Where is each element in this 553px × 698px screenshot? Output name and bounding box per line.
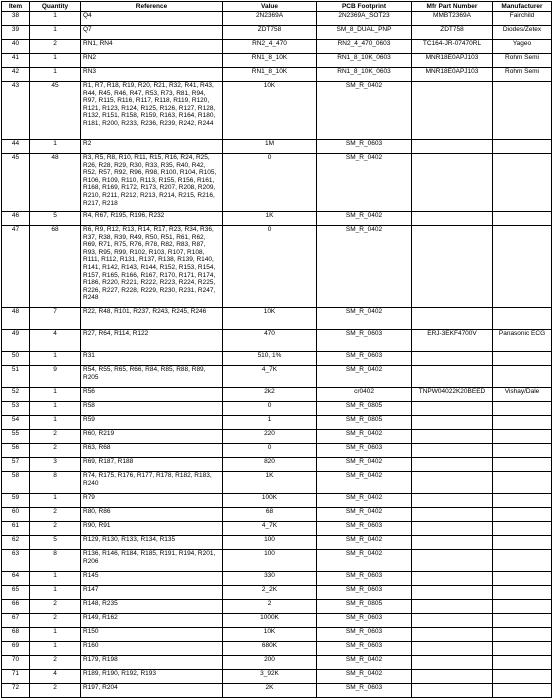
cell-pcb-footprint: SM_R_0402	[317, 670, 412, 684]
cell-quantity: 3	[30, 458, 81, 472]
cell-reference: R69, R187, R188	[81, 458, 223, 472]
cell-quantity: 8	[30, 550, 81, 572]
cell-mfr-part-number	[412, 402, 493, 416]
cell-quantity: 1	[30, 402, 81, 416]
cell-manufacturer	[493, 226, 552, 308]
table-row	[2, 388, 552, 402]
cell-pcb-footprint: SM_R_0402	[317, 212, 412, 226]
cell-value: RN1_8_10K	[223, 68, 317, 82]
cell-pcb-footprint: SM_R_0603	[317, 352, 412, 366]
table-row	[2, 600, 552, 614]
cell-manufacturer: Fairchild	[493, 12, 552, 26]
cell-mfr-part-number	[412, 212, 493, 226]
cell-value: 4_7K	[223, 366, 317, 388]
cell-manufacturer	[493, 458, 552, 472]
cell-item: 64	[2, 572, 30, 586]
cell-pcb-footprint: SM_R_0603	[317, 330, 412, 352]
cell-value: 1M	[223, 140, 317, 154]
cell-pcb-footprint: SM_R_0402	[317, 430, 412, 444]
cell-quantity: 1	[30, 628, 81, 642]
table-row	[2, 226, 552, 308]
cell-value: 2k2	[223, 388, 317, 402]
cell-item: 41	[2, 54, 30, 68]
cell-manufacturer	[493, 352, 552, 366]
table-row	[2, 536, 552, 550]
cell-item: 39	[2, 26, 30, 40]
cell-mfr-part-number: MNR18E0APJ103	[412, 68, 493, 82]
cell-value: 820	[223, 458, 317, 472]
cell-value: 1K	[223, 472, 317, 494]
cell-manufacturer: Panasonic ECG	[493, 330, 552, 352]
cell-value: 10K	[223, 308, 317, 330]
cell-manufacturer	[493, 494, 552, 508]
cell-value: 100	[223, 536, 317, 550]
cell-pcb-footprint: SM_R_0603	[317, 444, 412, 458]
cell-pcb-footprint: SM_R_0402	[317, 82, 412, 140]
cell-pcb-footprint: SM_8_DUAL_PNP	[317, 26, 412, 40]
cell-quantity: 1	[30, 140, 81, 154]
cell-mfr-part-number	[412, 154, 493, 212]
cell-reference: R58	[81, 402, 223, 416]
table-row	[2, 330, 552, 352]
cell-pcb-footprint: SM_R_0603	[317, 642, 412, 656]
cell-pcb-footprint: SM_R_0805	[317, 402, 412, 416]
cell-manufacturer	[493, 614, 552, 628]
cell-reference: R150	[81, 628, 223, 642]
cell-value: 2	[223, 600, 317, 614]
cell-reference: R149, R162	[81, 614, 223, 628]
cell-mfr-part-number	[412, 684, 493, 698]
cell-pcb-footprint: SM_R_0402	[317, 550, 412, 572]
cell-mfr-part-number	[412, 494, 493, 508]
table-row	[2, 444, 552, 458]
cell-mfr-part-number	[412, 536, 493, 550]
cell-item: 65	[2, 586, 30, 600]
table-row	[2, 140, 552, 154]
table-row	[2, 40, 552, 54]
cell-quantity: 5	[30, 536, 81, 550]
col-header-reference: Reference	[81, 2, 223, 12]
table-row	[2, 684, 552, 698]
cell-reference: R145	[81, 572, 223, 586]
cell-quantity: 2	[30, 614, 81, 628]
cell-pcb-footprint: SM_R_0603	[317, 586, 412, 600]
cell-mfr-part-number	[412, 308, 493, 330]
cell-manufacturer	[493, 642, 552, 656]
cell-pcb-footprint: SM_R_0805	[317, 600, 412, 614]
cell-value: 2K	[223, 684, 317, 698]
cell-value: 510, 1%	[223, 352, 317, 366]
cell-value: 10K	[223, 628, 317, 642]
cell-quantity: 1	[30, 642, 81, 656]
cell-manufacturer	[493, 154, 552, 212]
table-row	[2, 68, 552, 82]
cell-manufacturer	[493, 508, 552, 522]
cell-pcb-footprint: SM_R_0603	[317, 684, 412, 698]
cell-manufacturer	[493, 402, 552, 416]
cell-manufacturer	[493, 472, 552, 494]
cell-mfr-part-number	[412, 600, 493, 614]
cell-value: 3_92K	[223, 670, 317, 684]
cell-quantity: 2	[30, 684, 81, 698]
cell-value: 100K	[223, 494, 317, 508]
cell-pcb-footprint: SM_R_0402	[317, 458, 412, 472]
cell-reference: R54, R55, R65, R66, R84, R85, R88, R89, R205	[81, 366, 223, 388]
cell-manufacturer	[493, 684, 552, 698]
cell-value: 0	[223, 226, 317, 308]
cell-manufacturer	[493, 628, 552, 642]
cell-manufacturer	[493, 366, 552, 388]
cell-quantity: 1	[30, 586, 81, 600]
cell-reference: R189, R190, R192, R193	[81, 670, 223, 684]
cell-value: 4_7K	[223, 522, 317, 536]
cell-reference: R56	[81, 388, 223, 402]
cell-quantity: 2	[30, 522, 81, 536]
cell-reference: R31	[81, 352, 223, 366]
cell-manufacturer	[493, 212, 552, 226]
cell-value: 100	[223, 550, 317, 572]
table-row	[2, 550, 552, 572]
cell-pcb-footprint: SM_R_0402	[317, 308, 412, 330]
cell-item: 70	[2, 656, 30, 670]
cell-mfr-part-number	[412, 550, 493, 572]
cell-value: 0	[223, 402, 317, 416]
cell-item: 72	[2, 684, 30, 698]
col-header-quantity: Quantity	[30, 2, 81, 12]
cell-quantity: 68	[30, 226, 81, 308]
cell-quantity: 8	[30, 472, 81, 494]
cell-reference: R63, R68	[81, 444, 223, 458]
cell-manufacturer	[493, 600, 552, 614]
cell-quantity: 7	[30, 308, 81, 330]
table-row	[2, 416, 552, 430]
table-row	[2, 54, 552, 68]
cell-item: 40	[2, 40, 30, 54]
cell-pcb-footprint: SM_R_0402	[317, 226, 412, 308]
cell-mfr-part-number	[412, 628, 493, 642]
header-row	[2, 2, 552, 12]
cell-manufacturer	[493, 430, 552, 444]
cell-mfr-part-number: TNPW04022K20BEED	[412, 388, 493, 402]
cell-mfr-part-number	[412, 522, 493, 536]
table-row	[2, 628, 552, 642]
table-row	[2, 614, 552, 628]
cell-mfr-part-number	[412, 586, 493, 600]
cell-quantity: 1	[30, 26, 81, 40]
cell-pcb-footprint: SM_R_0402	[317, 472, 412, 494]
table-row	[2, 212, 552, 226]
cell-manufacturer	[493, 308, 552, 330]
cell-reference: R90, R91	[81, 522, 223, 536]
table-row	[2, 522, 552, 536]
cell-value: 330	[223, 572, 317, 586]
cell-value: 1000K	[223, 614, 317, 628]
cell-quantity: 2	[30, 656, 81, 670]
cell-pcb-footprint: cr0402	[317, 388, 412, 402]
cell-pcb-footprint: SM_R_0402	[317, 536, 412, 550]
cell-value: 220	[223, 430, 317, 444]
cell-reference: RN1, RN4	[81, 40, 223, 54]
cell-pcb-footprint: SM_R_0402	[317, 366, 412, 388]
cell-item: 69	[2, 642, 30, 656]
cell-quantity: 1	[30, 494, 81, 508]
cell-item: 54	[2, 416, 30, 430]
cell-quantity: 45	[30, 82, 81, 140]
cell-pcb-footprint: SM_R_0603	[317, 572, 412, 586]
table-row	[2, 642, 552, 656]
cell-mfr-part-number	[412, 430, 493, 444]
cell-item: 44	[2, 140, 30, 154]
cell-value: 68	[223, 508, 317, 522]
cell-value: 0	[223, 154, 317, 212]
cell-mfr-part-number	[412, 642, 493, 656]
cell-reference: R74, R175, R176, R177, R178, R182, R183, R240	[81, 472, 223, 494]
cell-value: 10K	[223, 82, 317, 140]
cell-pcb-footprint: RN1_8_10K_0603	[317, 68, 412, 82]
table-row	[2, 402, 552, 416]
table-row	[2, 656, 552, 670]
cell-mfr-part-number	[412, 458, 493, 472]
cell-item: 45	[2, 154, 30, 212]
cell-item: 48	[2, 308, 30, 330]
cell-pcb-footprint: SM_R_0805	[317, 416, 412, 430]
cell-mfr-part-number: MNR18E0APJ103	[412, 54, 493, 68]
cell-reference: R136, R146, R184, R185, R191, R194, R201, R206	[81, 550, 223, 572]
cell-quantity: 1	[30, 416, 81, 430]
cell-reference: R6, R9, R12, R13, R14, R17, R23, R34, R36, R37, R38, R39, R49, R50, R51, R61, R62, R69, R71, R75, R76, R78, R82, R83, R87, R93, R95, R99, R102, R103, R107, R108, R111, R112, R131, R137, R138, R139, R140, R141, R142, R143, R144, R152, R153, R154, R157, R165, R166, R167, R170, R171, R174, R186, R220, R221, R222, R223, R224, R225, R226, R227, R228, R229, R230, R231, R247, R248	[81, 226, 223, 308]
cell-mfr-part-number: MMBT2369A	[412, 12, 493, 26]
table-row	[2, 154, 552, 212]
cell-mfr-part-number	[412, 226, 493, 308]
cell-manufacturer	[493, 550, 552, 572]
cell-item: 59	[2, 494, 30, 508]
cell-value: 680K	[223, 642, 317, 656]
cell-mfr-part-number	[412, 670, 493, 684]
cell-manufacturer: Yageo	[493, 40, 552, 54]
bom-body	[2, 12, 552, 698]
col-header-item: Item	[2, 2, 30, 12]
cell-item: 47	[2, 226, 30, 308]
cell-pcb-footprint: SM_R_0402	[317, 154, 412, 212]
cell-mfr-part-number	[412, 572, 493, 586]
cell-mfr-part-number	[412, 656, 493, 670]
cell-reference: R1, R7, R18, R19, R20, R21, R32, R41, R43, R44, R45, R46, R47, R53, R73, R81, R94, R97, R115, R116, R117, R118, R119, R120, R121, R123, R124, R125, R126, R127, R128, R132, R151, R158, R159, R163, R164, R180, R181, R200, R233, R236, R239, R242, R244	[81, 82, 223, 140]
cell-reference: R80, R86	[81, 508, 223, 522]
cell-item: 61	[2, 522, 30, 536]
col-header-pcb-footprint: PCB Footprint	[317, 2, 412, 12]
cell-item: 50	[2, 352, 30, 366]
cell-manufacturer	[493, 522, 552, 536]
cell-reference: R59	[81, 416, 223, 430]
cell-reference: RN3	[81, 68, 223, 82]
cell-reference: R3, R5, R8, R10, R11, R15, R16, R24, R25, R26, R28, R29, R30, R33, R35, R40, R42, R52, R57, R92, R96, R98, R100, R104, R105, R106, R109, R110, R113, R155, R156, R161, R168, R169, R172, R173, R207, R208, R209, R210, R211, R212, R213, R214, R215, R216, R217, R218	[81, 154, 223, 212]
cell-value: 1	[223, 416, 317, 430]
cell-pcb-footprint: SM_R_0603	[317, 614, 412, 628]
cell-manufacturer: Diodes/Zetex	[493, 26, 552, 40]
cell-value: ZDT758	[223, 26, 317, 40]
cell-quantity: 2	[30, 430, 81, 444]
cell-manufacturer	[493, 82, 552, 140]
cell-quantity: 4	[30, 670, 81, 684]
cell-quantity: 2	[30, 508, 81, 522]
cell-manufacturer	[493, 444, 552, 458]
cell-item: 62	[2, 536, 30, 550]
table-row	[2, 586, 552, 600]
cell-mfr-part-number: TC164-JR-07470RL	[412, 40, 493, 54]
cell-quantity: 1	[30, 12, 81, 26]
cell-mfr-part-number	[412, 140, 493, 154]
cell-reference: R197, R204	[81, 684, 223, 698]
cell-quantity: 5	[30, 212, 81, 226]
cell-item: 55	[2, 430, 30, 444]
table-row	[2, 494, 552, 508]
cell-reference: RN2	[81, 54, 223, 68]
cell-mfr-part-number	[412, 352, 493, 366]
col-header-manufacturer: Manufacturer	[493, 2, 552, 12]
cell-pcb-footprint: SM_R_0402	[317, 508, 412, 522]
cell-quantity: 1	[30, 388, 81, 402]
cell-value: RN2_4_470	[223, 40, 317, 54]
cell-mfr-part-number	[412, 366, 493, 388]
cell-item: 71	[2, 670, 30, 684]
table-row	[2, 12, 552, 26]
cell-item: 66	[2, 600, 30, 614]
cell-value: 2_2K	[223, 586, 317, 600]
cell-quantity: 2	[30, 600, 81, 614]
cell-value: 200	[223, 656, 317, 670]
cell-item: 52	[2, 388, 30, 402]
cell-quantity: 2	[30, 444, 81, 458]
cell-reference: R22, R48, R101, R237, R243, R245, R246	[81, 308, 223, 330]
cell-reference: R4, R67, R195, R196, R232	[81, 212, 223, 226]
col-header-mfr-part-number: Mfr Part Number	[412, 2, 493, 12]
cell-quantity: 9	[30, 366, 81, 388]
cell-item: 51	[2, 366, 30, 388]
col-header-value: Value	[223, 2, 317, 12]
table-row	[2, 430, 552, 444]
cell-item: 63	[2, 550, 30, 572]
cell-reference: R148, R235	[81, 600, 223, 614]
cell-quantity: 1	[30, 572, 81, 586]
cell-pcb-footprint: 2N2369A_SOT23	[317, 12, 412, 26]
cell-mfr-part-number	[412, 472, 493, 494]
cell-quantity: 4	[30, 330, 81, 352]
cell-item: 53	[2, 402, 30, 416]
cell-manufacturer	[493, 140, 552, 154]
table-row	[2, 572, 552, 586]
cell-value: 0	[223, 444, 317, 458]
cell-reference: R147	[81, 586, 223, 600]
table-row	[2, 308, 552, 330]
cell-item: 43	[2, 82, 30, 140]
bom-table	[1, 1, 552, 698]
table-row	[2, 26, 552, 40]
table-row	[2, 458, 552, 472]
cell-manufacturer	[493, 656, 552, 670]
cell-item: 38	[2, 12, 30, 26]
cell-quantity: 1	[30, 68, 81, 82]
cell-mfr-part-number	[412, 82, 493, 140]
table-row	[2, 352, 552, 366]
cell-item: 67	[2, 614, 30, 628]
cell-item: 68	[2, 628, 30, 642]
table-row	[2, 508, 552, 522]
table-row	[2, 366, 552, 388]
cell-pcb-footprint: SM_R_0603	[317, 522, 412, 536]
cell-mfr-part-number	[412, 614, 493, 628]
cell-pcb-footprint: SM_R_0402	[317, 656, 412, 670]
cell-reference: Q7	[81, 26, 223, 40]
cell-reference: R60, R219	[81, 430, 223, 444]
cell-quantity: 48	[30, 154, 81, 212]
table-row	[2, 670, 552, 684]
cell-quantity: 1	[30, 352, 81, 366]
cell-value: 1K	[223, 212, 317, 226]
cell-item: 42	[2, 68, 30, 82]
cell-pcb-footprint: RN2_4_470_0603	[317, 40, 412, 54]
cell-value: 470	[223, 330, 317, 352]
cell-pcb-footprint: SM_R_0402	[317, 494, 412, 508]
cell-manufacturer: Rohm Semi	[493, 54, 552, 68]
cell-pcb-footprint: RN1_8_10K_0603	[317, 54, 412, 68]
cell-item: 56	[2, 444, 30, 458]
cell-item: 57	[2, 458, 30, 472]
cell-item: 46	[2, 212, 30, 226]
table-row	[2, 472, 552, 494]
cell-manufacturer	[493, 536, 552, 550]
cell-manufacturer: Vishay/Dale	[493, 388, 552, 402]
cell-item: 58	[2, 472, 30, 494]
cell-reference: Q4	[81, 12, 223, 26]
cell-reference: R79	[81, 494, 223, 508]
cell-item: 49	[2, 330, 30, 352]
cell-manufacturer	[493, 572, 552, 586]
cell-reference: R27, R64, R114, R122	[81, 330, 223, 352]
cell-reference: R179, R198	[81, 656, 223, 670]
table-row	[2, 82, 552, 140]
cell-manufacturer	[493, 586, 552, 600]
cell-quantity: 2	[30, 40, 81, 54]
cell-mfr-part-number	[412, 416, 493, 430]
cell-reference: R2	[81, 140, 223, 154]
cell-item: 60	[2, 508, 30, 522]
cell-mfr-part-number: ERJ-3EKF4700V	[412, 330, 493, 352]
cell-mfr-part-number	[412, 508, 493, 522]
cell-pcb-footprint: SM_R_0603	[317, 140, 412, 154]
cell-value: RN1_8_10K	[223, 54, 317, 68]
cell-mfr-part-number	[412, 444, 493, 458]
cell-mfr-part-number: ZDT758	[412, 26, 493, 40]
cell-reference: R160	[81, 642, 223, 656]
cell-manufacturer: Rohm Semi	[493, 68, 552, 82]
cell-manufacturer	[493, 416, 552, 430]
cell-quantity: 1	[30, 54, 81, 68]
cell-reference: R129, R130, R133, R134, R135	[81, 536, 223, 550]
cell-value: 2N2369A	[223, 12, 317, 26]
cell-pcb-footprint: SM_R_0603	[317, 628, 412, 642]
cell-manufacturer	[493, 670, 552, 684]
